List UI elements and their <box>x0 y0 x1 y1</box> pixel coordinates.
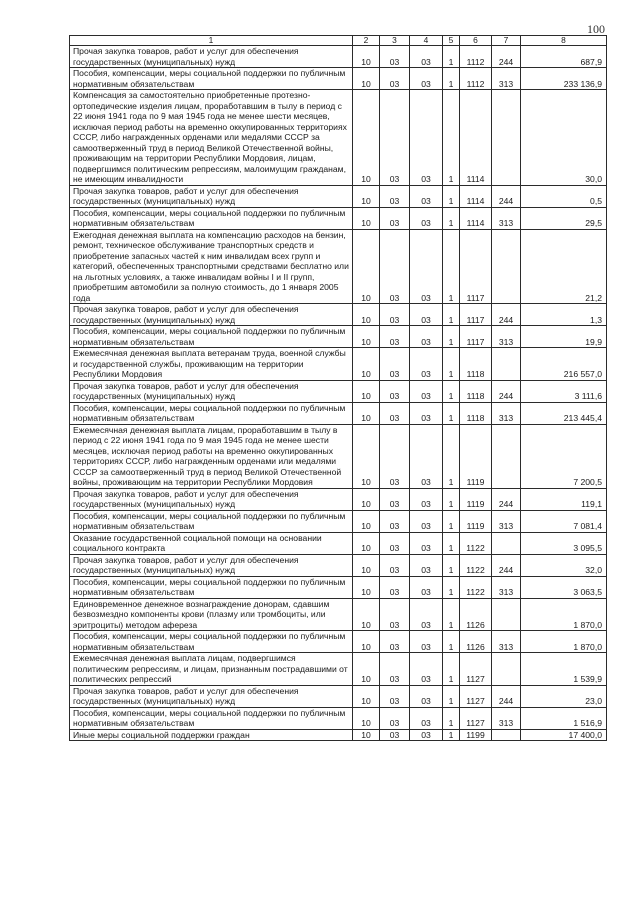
row-amount-cell: 3 063,5 <box>521 576 607 598</box>
row-section-cell: 10 <box>353 402 380 424</box>
row-subprogram-cell: 1 <box>443 326 460 348</box>
row-target-article-cell: 1122 <box>460 554 492 576</box>
header-cell-6: 6 <box>460 36 492 46</box>
row-subprogram-cell: 1 <box>443 554 460 576</box>
row-expense-type-cell: 244 <box>492 685 521 707</box>
row-amount-cell: 1,3 <box>521 304 607 326</box>
row-target-article-cell: 1127 <box>460 653 492 686</box>
row-section-cell: 10 <box>353 707 380 729</box>
row-subsection-cell: 03 <box>380 488 410 510</box>
row-subprogram-cell: 1 <box>443 46 460 68</box>
row-subprogram-cell: 1 <box>443 685 460 707</box>
table-row <box>70 598 607 631</box>
row-subprogram-cell: 1 <box>443 424 460 488</box>
header-cell-5: 5 <box>443 36 460 46</box>
row-program-cell: 03 <box>410 46 443 68</box>
row-section-cell: 10 <box>353 685 380 707</box>
table-header-row <box>70 36 607 46</box>
row-name-cell: Прочая закупка товаров, работ и услуг для обеспечения государственных (муниципальных) нужд <box>70 46 353 68</box>
row-amount-cell: 3 111,6 <box>521 380 607 402</box>
table-row <box>70 90 607 186</box>
table-row <box>70 532 607 554</box>
row-program-cell: 03 <box>410 304 443 326</box>
row-program-cell: 03 <box>410 90 443 186</box>
row-name-cell: Пособия, компенсации, меры социальной поддержки по публичным нормативным обязательствам <box>70 510 353 532</box>
row-expense-type-cell: 244 <box>492 380 521 402</box>
row-expense-type-cell <box>492 729 521 741</box>
row-subsection-cell: 03 <box>380 424 410 488</box>
row-section-cell: 10 <box>353 653 380 686</box>
row-program-cell: 03 <box>410 598 443 631</box>
table-row <box>70 576 607 598</box>
row-subprogram-cell: 1 <box>443 185 460 207</box>
table-row <box>70 488 607 510</box>
row-target-article-cell: 1119 <box>460 424 492 488</box>
row-name-cell: Прочая закупка товаров, работ и услуг для обеспечения государственных (муниципальных) нужд <box>70 554 353 576</box>
table-row <box>70 631 607 653</box>
row-amount-cell: 32,0 <box>521 554 607 576</box>
row-target-article-cell: 1199 <box>460 729 492 741</box>
row-program-cell: 03 <box>410 576 443 598</box>
row-name-cell: Прочая закупка товаров, работ и услуг для обеспечения государственных (муниципальных) нужд <box>70 488 353 510</box>
row-subsection-cell: 03 <box>380 46 410 68</box>
row-subsection-cell: 03 <box>380 598 410 631</box>
row-subsection-cell: 03 <box>380 631 410 653</box>
row-subprogram-cell: 1 <box>443 380 460 402</box>
row-subsection-cell: 03 <box>380 304 410 326</box>
row-section-cell: 10 <box>353 729 380 741</box>
row-expense-type-cell: 244 <box>492 46 521 68</box>
table-row <box>70 685 607 707</box>
row-amount-cell: 7 081,4 <box>521 510 607 532</box>
row-target-article-cell: 1112 <box>460 46 492 68</box>
row-subsection-cell: 03 <box>380 326 410 348</box>
row-name-cell: Пособия, компенсации, меры социальной поддержки по публичным нормативным обязательствам <box>70 402 353 424</box>
table-row <box>70 510 607 532</box>
row-subprogram-cell: 1 <box>443 90 460 186</box>
row-amount-cell: 687,9 <box>521 46 607 68</box>
row-name-cell: Прочая закупка товаров, работ и услуг для обеспечения государственных (муниципальных) нужд <box>70 380 353 402</box>
row-amount-cell: 21,2 <box>521 229 607 304</box>
row-target-article-cell: 1126 <box>460 631 492 653</box>
row-subsection-cell: 03 <box>380 685 410 707</box>
row-amount-cell: 216 557,0 <box>521 348 607 381</box>
row-program-cell: 03 <box>410 532 443 554</box>
header-cell-8: 8 <box>521 36 607 46</box>
row-section-cell: 10 <box>353 229 380 304</box>
row-subprogram-cell: 1 <box>443 229 460 304</box>
table-row <box>70 380 607 402</box>
table-row <box>70 707 607 729</box>
row-subsection-cell: 03 <box>380 68 410 90</box>
row-target-article-cell: 1118 <box>460 380 492 402</box>
header-cell-7: 7 <box>492 36 521 46</box>
row-section-cell: 10 <box>353 90 380 186</box>
table-row <box>70 46 607 68</box>
row-section-cell: 10 <box>353 348 380 381</box>
row-subsection-cell: 03 <box>380 402 410 424</box>
row-target-article-cell: 1127 <box>460 707 492 729</box>
row-name-cell: Единовременное денежное вознаграждение донорам, сдавшим безвозмездно компоненты крови (плазму или тромбоциты, или эритроциты) методом афереза <box>70 598 353 631</box>
row-section-cell: 10 <box>353 304 380 326</box>
row-program-cell: 03 <box>410 348 443 381</box>
row-target-article-cell: 1117 <box>460 304 492 326</box>
row-subprogram-cell: 1 <box>443 631 460 653</box>
row-expense-type-cell: 244 <box>492 488 521 510</box>
row-target-article-cell: 1119 <box>460 488 492 510</box>
row-subsection-cell: 03 <box>380 348 410 381</box>
row-program-cell: 03 <box>410 729 443 741</box>
budget-table <box>69 35 607 741</box>
row-target-article-cell: 1119 <box>460 510 492 532</box>
table-row <box>70 185 607 207</box>
row-program-cell: 03 <box>410 424 443 488</box>
row-amount-cell: 233 136,9 <box>521 68 607 90</box>
row-expense-type-cell: 313 <box>492 68 521 90</box>
table-row <box>70 348 607 381</box>
row-program-cell: 03 <box>410 229 443 304</box>
table-row <box>70 304 607 326</box>
row-subprogram-cell: 1 <box>443 207 460 229</box>
header-cell-3: 3 <box>380 36 410 46</box>
row-section-cell: 10 <box>353 488 380 510</box>
row-target-article-cell: 1117 <box>460 326 492 348</box>
row-expense-type-cell <box>492 532 521 554</box>
row-amount-cell: 3 095,5 <box>521 532 607 554</box>
row-program-cell: 03 <box>410 707 443 729</box>
row-amount-cell: 19,9 <box>521 326 607 348</box>
row-section-cell: 10 <box>353 532 380 554</box>
row-program-cell: 03 <box>410 685 443 707</box>
row-subsection-cell: 03 <box>380 380 410 402</box>
table-row <box>70 554 607 576</box>
row-expense-type-cell <box>492 598 521 631</box>
row-subprogram-cell: 1 <box>443 576 460 598</box>
row-program-cell: 03 <box>410 554 443 576</box>
row-section-cell: 10 <box>353 510 380 532</box>
row-name-cell: Пособия, компенсации, меры социальной поддержки по публичным нормативным обязательствам <box>70 326 353 348</box>
row-subprogram-cell: 1 <box>443 532 460 554</box>
table-row <box>70 326 607 348</box>
row-target-article-cell: 1114 <box>460 185 492 207</box>
row-section-cell: 10 <box>353 576 380 598</box>
table-row <box>70 402 607 424</box>
row-expense-type-cell <box>492 348 521 381</box>
row-expense-type-cell: 244 <box>492 185 521 207</box>
row-expense-type-cell <box>492 90 521 186</box>
row-subsection-cell: 03 <box>380 229 410 304</box>
row-subprogram-cell: 1 <box>443 348 460 381</box>
header-cell-1: 1 <box>70 36 353 46</box>
row-subprogram-cell: 1 <box>443 707 460 729</box>
row-target-article-cell: 1126 <box>460 598 492 631</box>
row-subsection-cell: 03 <box>380 510 410 532</box>
row-amount-cell: 1 516,9 <box>521 707 607 729</box>
row-expense-type-cell: 313 <box>492 631 521 653</box>
row-section-cell: 10 <box>353 631 380 653</box>
row-subsection-cell: 03 <box>380 707 410 729</box>
row-amount-cell: 23,0 <box>521 685 607 707</box>
row-target-article-cell: 1127 <box>460 685 492 707</box>
row-amount-cell: 17 400,0 <box>521 729 607 741</box>
row-target-article-cell: 1118 <box>460 402 492 424</box>
row-section-cell: 10 <box>353 46 380 68</box>
row-section-cell: 10 <box>353 326 380 348</box>
row-name-cell: Пособия, компенсации, меры социальной поддержки по публичным нормативным обязательствам <box>70 68 353 90</box>
table-row <box>70 653 607 686</box>
row-section-cell: 10 <box>353 380 380 402</box>
row-program-cell: 03 <box>410 326 443 348</box>
row-name-cell: Ежемесячная денежная выплата лицам, подвергшимся политическим репрессиям, и лицам, признанным пострадавшими от политических репрессий <box>70 653 353 686</box>
row-expense-type-cell: 313 <box>492 402 521 424</box>
row-amount-cell: 7 200,5 <box>521 424 607 488</box>
row-subprogram-cell: 1 <box>443 402 460 424</box>
row-name-cell: Прочая закупка товаров, работ и услуг для обеспечения государственных (муниципальных) нужд <box>70 685 353 707</box>
header-cell-4: 4 <box>410 36 443 46</box>
row-name-cell: Иные меры социальной поддержки граждан <box>70 729 353 741</box>
page-number: 100 <box>587 22 605 36</box>
row-subsection-cell: 03 <box>380 90 410 186</box>
row-subprogram-cell: 1 <box>443 598 460 631</box>
row-name-cell: Пособия, компенсации, меры социальной поддержки по публичным нормативным обязательствам <box>70 631 353 653</box>
row-expense-type-cell: 313 <box>492 576 521 598</box>
row-amount-cell: 29,5 <box>521 207 607 229</box>
row-name-cell: Ежегодная денежная выплата на компенсацию расходов на бензин, ремонт, техническое обслуживание транспортных средств и приобретение запасных частей к ним инвалидам всех групп и категорий, обеспеченных транспортными средствами бесплатно или на льготных условиях, а также инвалидам войны I и II групп, приобретшим автомобили за полную стоимость, до 1 января 2005 года <box>70 229 353 304</box>
row-section-cell: 10 <box>353 185 380 207</box>
row-subprogram-cell: 1 <box>443 653 460 686</box>
row-expense-type-cell <box>492 424 521 488</box>
row-expense-type-cell: 244 <box>492 304 521 326</box>
row-section-cell: 10 <box>353 207 380 229</box>
row-subsection-cell: 03 <box>380 729 410 741</box>
row-target-article-cell: 1112 <box>460 68 492 90</box>
row-name-cell: Ежемесячная денежная выплата лицам, проработавшим в тылу в период с 22 июня 1941 года по 9 мая 1945 года не менее шести месяцев, исключая период работы на временно оккупированных территориях СССР, либо награжденным орденами или медалями СССР за самоотверженный труд в период Великой Отечественной войны, проживающим на территории Республики Мордовия <box>70 424 353 488</box>
row-target-article-cell: 1114 <box>460 207 492 229</box>
row-amount-cell: 1 539,9 <box>521 653 607 686</box>
row-expense-type-cell: 313 <box>492 707 521 729</box>
row-name-cell: Компенсация за самостоятельно приобретенные протезно-ортопедические изделия лицам, проработавшим в тылу в период с 22 июня 1941 года по 9 мая 1945 года не менее шести месяцев, исключая период работы на временно оккупированных территориях СССР, либо награжденных орденами или медалями СССР за самоотверженный труд в период Великой Отечественной войны, проживающим на территории Республики Мордовия, лицам, подвергшимся политическим репрессиям, малоимущим гражданам, не имеющим инвалидности <box>70 90 353 186</box>
row-program-cell: 03 <box>410 68 443 90</box>
row-subsection-cell: 03 <box>380 576 410 598</box>
row-target-article-cell: 1117 <box>460 229 492 304</box>
row-name-cell: Ежемесячная денежная выплата ветеранам труда, военной службы и государственной службы, проживающим на территории Республики Мордовия <box>70 348 353 381</box>
row-amount-cell: 1 870,0 <box>521 598 607 631</box>
table-row <box>70 229 607 304</box>
row-expense-type-cell: 313 <box>492 207 521 229</box>
row-amount-cell: 0,5 <box>521 185 607 207</box>
row-section-cell: 10 <box>353 598 380 631</box>
row-expense-type-cell <box>492 653 521 686</box>
row-target-article-cell: 1122 <box>460 532 492 554</box>
row-subsection-cell: 03 <box>380 653 410 686</box>
row-subprogram-cell: 1 <box>443 68 460 90</box>
row-amount-cell: 30,0 <box>521 90 607 186</box>
row-program-cell: 03 <box>410 207 443 229</box>
row-name-cell: Пособия, компенсации, меры социальной поддержки по публичным нормативным обязательствам <box>70 207 353 229</box>
row-expense-type-cell: 244 <box>492 554 521 576</box>
row-target-article-cell: 1114 <box>460 90 492 186</box>
row-program-cell: 03 <box>410 653 443 686</box>
row-target-article-cell: 1122 <box>460 576 492 598</box>
row-subprogram-cell: 1 <box>443 488 460 510</box>
row-subprogram-cell: 1 <box>443 729 460 741</box>
row-amount-cell: 119,1 <box>521 488 607 510</box>
row-program-cell: 03 <box>410 631 443 653</box>
row-name-cell: Оказание государственной социальной помощи на основании социального контракта <box>70 532 353 554</box>
row-name-cell: Пособия, компенсации, меры социальной поддержки по публичным нормативным обязательствам <box>70 707 353 729</box>
row-subsection-cell: 03 <box>380 185 410 207</box>
row-subsection-cell: 03 <box>380 532 410 554</box>
row-section-cell: 10 <box>353 424 380 488</box>
row-name-cell: Пособия, компенсации, меры социальной поддержки по публичным нормативным обязательствам <box>70 576 353 598</box>
row-expense-type-cell <box>492 229 521 304</box>
row-section-cell: 10 <box>353 554 380 576</box>
row-name-cell: Прочая закупка товаров, работ и услуг для обеспечения государственных (муниципальных) нужд <box>70 304 353 326</box>
row-program-cell: 03 <box>410 380 443 402</box>
table-row <box>70 424 607 488</box>
table-row <box>70 68 607 90</box>
row-program-cell: 03 <box>410 402 443 424</box>
row-subsection-cell: 03 <box>380 207 410 229</box>
table-row <box>70 207 607 229</box>
row-expense-type-cell: 313 <box>492 510 521 532</box>
row-name-cell: Прочая закупка товаров, работ и услуг для обеспечения государственных (муниципальных) нужд <box>70 185 353 207</box>
table-row <box>70 729 607 741</box>
row-target-article-cell: 1118 <box>460 348 492 381</box>
row-subprogram-cell: 1 <box>443 510 460 532</box>
row-program-cell: 03 <box>410 488 443 510</box>
row-expense-type-cell: 313 <box>492 326 521 348</box>
row-amount-cell: 213 445,4 <box>521 402 607 424</box>
row-program-cell: 03 <box>410 510 443 532</box>
row-program-cell: 03 <box>410 185 443 207</box>
row-section-cell: 10 <box>353 68 380 90</box>
row-subsection-cell: 03 <box>380 554 410 576</box>
header-cell-2: 2 <box>353 36 380 46</box>
row-subprogram-cell: 1 <box>443 304 460 326</box>
row-amount-cell: 1 870,0 <box>521 631 607 653</box>
